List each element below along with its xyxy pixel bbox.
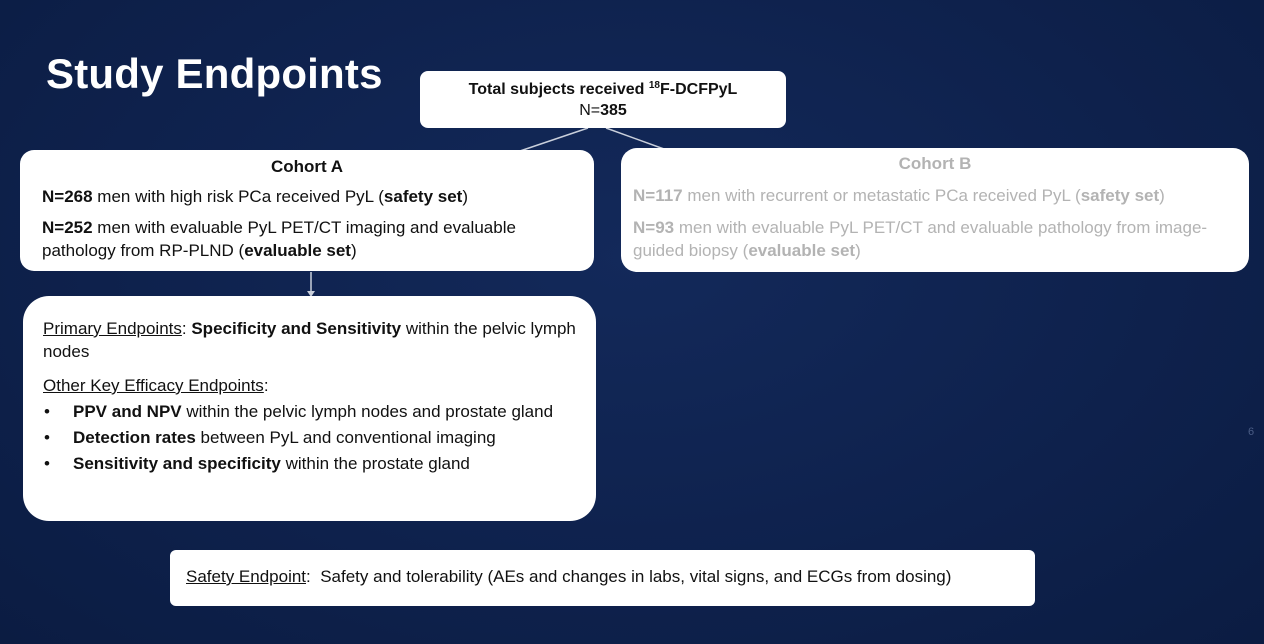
other-endpoints-heading: Other Key Efficacy Endpoints: — [43, 376, 269, 395]
cohort-b-box — [621, 148, 1249, 272]
primary-endpoints: Primary Endpoints: Specificity and Sensitivity within the pelvic lymph nodes — [43, 319, 576, 361]
cohort-a-box — [20, 150, 594, 271]
safety-endpoint-box: Safety Endpoint: Safety and tolerability (AEs and changes in labs, vital signs, and ECGs from dosing) — [170, 550, 1035, 606]
isotope-superscript: 18 — [648, 80, 660, 91]
safety-endpoint-label: Safety Endpoint — [186, 567, 307, 586]
connector-total-to-cohort-b — [606, 128, 664, 149]
total-subjects-label: Total subjects received $^{18}$F-DCFPyL — [468, 80, 738, 98]
efficacy-endpoints-box — [23, 296, 596, 521]
cohort-b-evaluable-set-line: N=93 men with evaluable PyL PET/CT and evaluable pathology from image-guided biopsy (evaluable set) — [633, 218, 1208, 260]
slide-title: Study Endpoints — [46, 50, 383, 97]
page-number: 6 — [1248, 426, 1255, 438]
cohort-b-safety-set-line: N=117 men with recurrent or metastatic PCa received PyL (safety set) — [633, 186, 1165, 205]
total-subjects-box — [420, 71, 786, 128]
total-subjects-count: N=385 — [579, 102, 627, 119]
cohort-a-heading: Cohort A — [270, 157, 344, 176]
list-item: • Detection rates between PyL and conventional imaging — [43, 426, 596, 449]
connector-total-to-cohort-a — [520, 128, 588, 151]
cohort-b-heading: Cohort B — [898, 154, 972, 173]
primary-endpoints-label: Primary Endpoints — [43, 319, 182, 338]
cohort-a-evaluable-set-line: N=252 men with evaluable PyL PET/CT imaging and evaluable pathology from RP-PLND (evaluable set) — [42, 218, 516, 260]
list-item: • Sensitivity and specificity within the prostate gland — [43, 452, 596, 475]
cohort-a-safety-set-line: N=268 men with high risk PCa received PyL (safety set) — [42, 187, 469, 206]
safety-endpoint-text: Safety and tolerability (AEs and changes in labs, vital signs, and ECGs from dosing) — [320, 567, 952, 586]
list-item: • PPV and NPV within the pelvic lymph nodes and prostate gland — [43, 400, 596, 423]
other-endpoints-list — [43, 400, 596, 475]
